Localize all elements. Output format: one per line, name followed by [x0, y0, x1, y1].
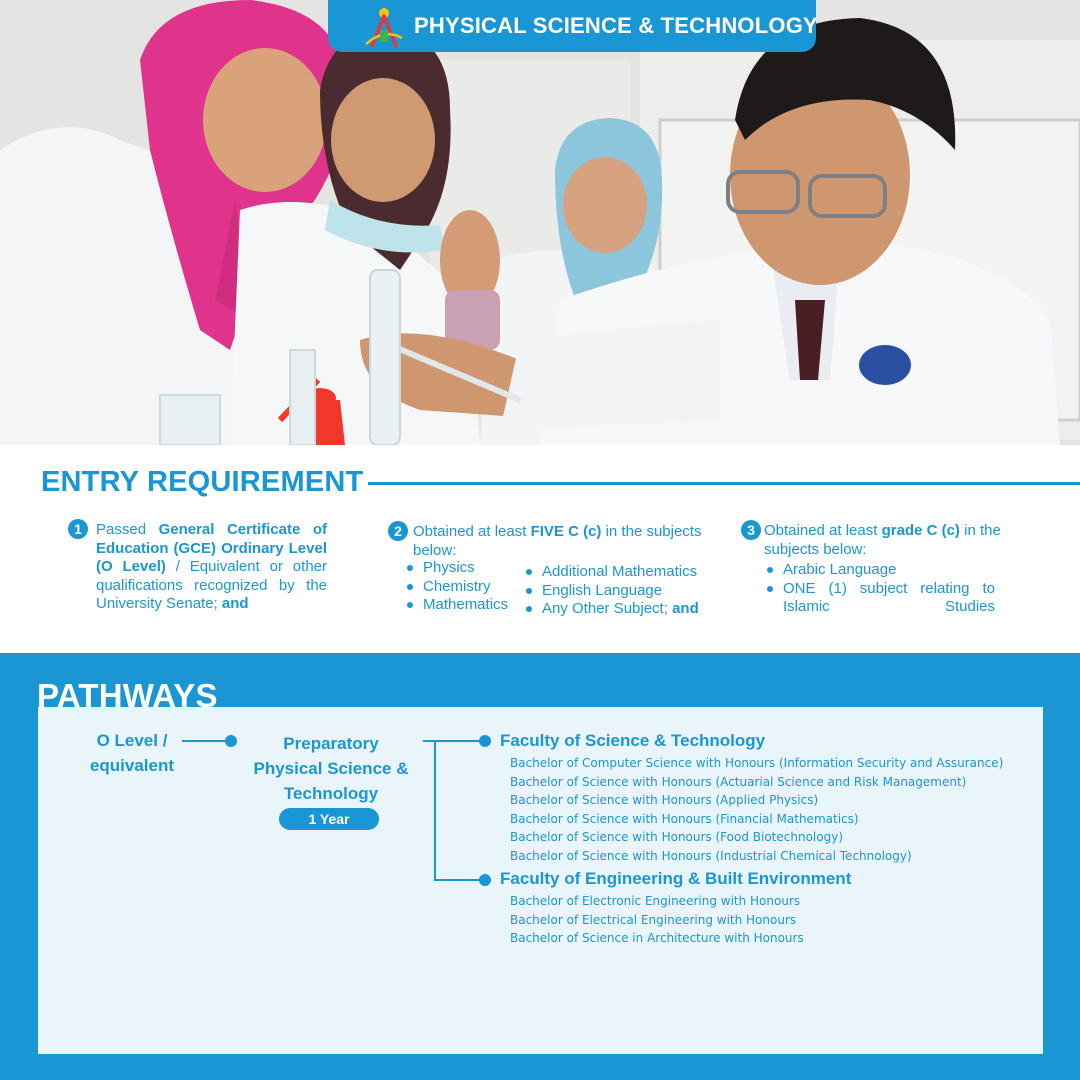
- programme-list: [510, 754, 1003, 865]
- list-item: English Language: [526, 582, 699, 601]
- connector-dot: [225, 735, 237, 747]
- connector-line: [434, 740, 436, 881]
- list-item: Arabic Language: [767, 561, 997, 580]
- list-item: Bachelor of Electronic Engineering with Honours: [510, 894, 801, 908]
- list-item: Bachelor of Electrical Engineering with Honours: [510, 912, 797, 927]
- faculty-engineering-built-environment: Faculty of Engineering & Built Environment: [500, 869, 852, 888]
- subject-list: [767, 561, 997, 617]
- connector-dot: [479, 735, 491, 747]
- list-item: Mathematics: [407, 596, 508, 615]
- compass-logo-icon: [364, 6, 404, 48]
- preparatory-programme: Preparatory Physical Science & Technology: [253, 734, 409, 803]
- duration-badge: 1 Year: [279, 808, 379, 830]
- requirement-text: Passed General Certificate of Education (GCE) Ordinary Level (O Level) / Equivalent or other qualifications recognized by the University Senate; and: [96, 521, 328, 612]
- list-item: Bachelor of Computer Science with Honours (Information Security and Assurance): [510, 756, 1004, 770]
- heading-divider: [368, 482, 1080, 485]
- number-badge: 3: [741, 520, 761, 540]
- entry-requirement-heading: ENTRY REQUIREMENT: [41, 466, 364, 498]
- programme-list: [510, 892, 804, 948]
- pathway-start: O Level / equivalent: [89, 731, 175, 775]
- hero-photo: [0, 0, 1080, 445]
- connector-dot: [479, 874, 491, 886]
- title-banner: [328, 0, 816, 52]
- page-title: PHYSICAL SCIENCE & TECHNOLOGY: [414, 13, 818, 38]
- pathways-heading: PATHWAYS: [37, 677, 218, 714]
- number-badge: 2: [388, 521, 408, 541]
- list-item: Bachelor of Science in Architecture with Honours: [510, 931, 804, 945]
- list-item: Bachelor of Science with Honours (Actuarial Science and Risk Management): [510, 774, 967, 789]
- list-item: Physics: [407, 559, 508, 578]
- list-item: ONE (1) subject relating to Islamic Studies: [767, 580, 997, 617]
- connector-line: [434, 879, 484, 881]
- list-item: Bachelor of Science with Honours (Food Biotechnology): [510, 830, 843, 844]
- list-item: Any Other Subject; and: [526, 600, 699, 619]
- requirement-text: Obtained at least grade C (c) in the subjects below:: [764, 522, 1001, 558]
- subject-list: [526, 563, 699, 619]
- lab-students-illustration: [0, 0, 1080, 445]
- requirement-text: Obtained at least FIVE C (c) in the subjects below:: [413, 523, 702, 559]
- connector-line: [434, 740, 484, 742]
- list-item: Chemistry: [407, 578, 508, 597]
- list-item: Bachelor of Science with Honours (Applied Physics): [510, 793, 819, 807]
- list-item: Bachelor of Science with Honours (Financial Mathematics): [510, 811, 859, 826]
- list-item: Bachelor of Science with Honours (Industrial Chemical Technology): [510, 848, 912, 863]
- connector-line: [182, 740, 230, 742]
- subject-list: [407, 559, 508, 615]
- faculty-science-technology: Faculty of Science & Technology: [500, 731, 766, 750]
- number-badge: 1: [68, 519, 88, 539]
- list-item: Additional Mathematics: [526, 563, 699, 582]
